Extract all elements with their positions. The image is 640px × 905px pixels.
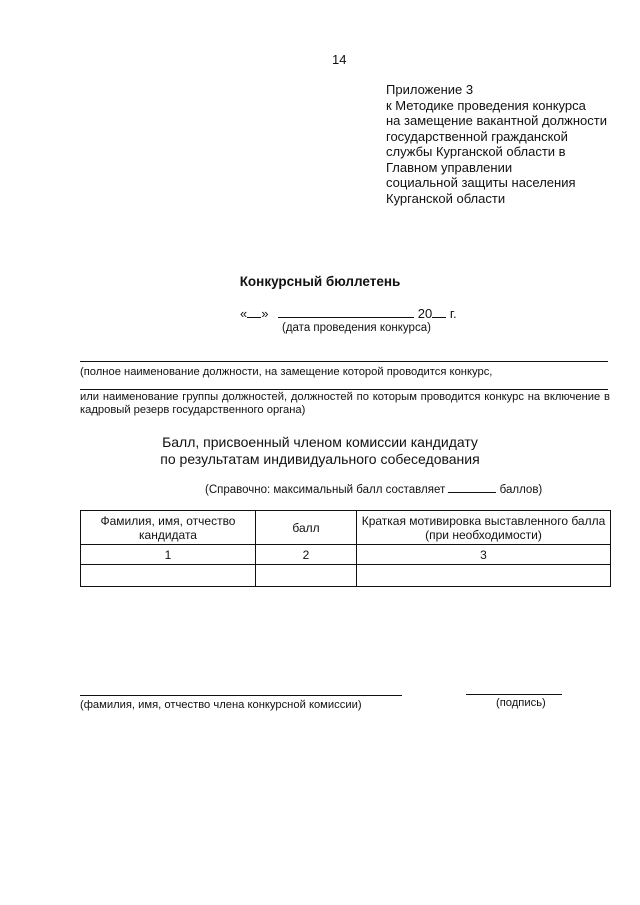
- year-prefix: 20: [417, 306, 433, 321]
- appendix-line: службы Курганской области в: [386, 144, 566, 159]
- group-line: [80, 389, 608, 390]
- month-blank: [278, 305, 414, 318]
- table-cell-motivation[interactable]: [357, 565, 611, 587]
- page-number: 14: [332, 52, 347, 67]
- score-title-line-2: по результатам индивидуального собеседования: [160, 451, 480, 467]
- appendix-line: государственной гражданской: [386, 128, 568, 144]
- table-header-row: [81, 511, 611, 545]
- day-blank: [247, 305, 261, 318]
- appendix-note: [386, 82, 607, 206]
- header-motivation: Краткая мотивировка выставленного балла (при необходимости): [357, 511, 611, 545]
- appendix-line: на замещение вакантной должности: [386, 113, 607, 128]
- score-table: [80, 510, 611, 587]
- column-number: 2: [256, 545, 357, 565]
- header-score: балл: [256, 511, 357, 545]
- max-score-reference: [205, 482, 542, 496]
- appendix-line: Приложение 3: [386, 82, 474, 97]
- position-caption: (полное наименование должности, на замещение которой проводится конкурс,: [80, 366, 493, 378]
- header-candidate-name: Фамилия, имя, отчество кандидата: [81, 511, 256, 545]
- date-line: [240, 305, 457, 321]
- quote-close: »: [261, 306, 269, 321]
- group-caption: или наименование группы должностей, должностей по которым проводится конкурс на включение в кадровый резерв государственного органа): [80, 391, 610, 416]
- member-name-line: [80, 695, 402, 696]
- column-number: 1: [81, 545, 256, 565]
- year-suffix: г.: [449, 306, 457, 321]
- appendix-line: Курганской области: [386, 190, 506, 206]
- table-number-row: [81, 545, 611, 565]
- table-cell-score[interactable]: [256, 565, 357, 587]
- column-number: 3: [357, 545, 611, 565]
- reference-suffix: баллов): [499, 484, 543, 496]
- year-blank: [432, 305, 446, 318]
- document-title: Конкурсный бюллетень: [239, 274, 401, 289]
- reference-prefix: (Справочно: максимальный балл составляет: [205, 484, 446, 496]
- max-score-blank: [448, 482, 496, 493]
- table-cell-candidate[interactable]: [81, 565, 256, 587]
- table-row: [81, 565, 611, 587]
- appendix-line: социальной защиты населения: [386, 175, 576, 190]
- date-caption: (дата проведения конкурса): [282, 322, 431, 334]
- appendix-line: к Методике проведения конкурса: [386, 97, 586, 113]
- appendix-line: Главном управлении: [386, 159, 513, 175]
- signature-caption: (подпись): [496, 697, 546, 709]
- member-name-caption: (фамилия, имя, отчество члена конкурсной комиссии): [80, 699, 362, 711]
- signature-line: [466, 694, 562, 695]
- score-title-line-1: Балл, присвоенный членом комиссии кандидату: [162, 434, 478, 450]
- quote-open: «: [240, 306, 248, 321]
- position-line: [80, 361, 608, 362]
